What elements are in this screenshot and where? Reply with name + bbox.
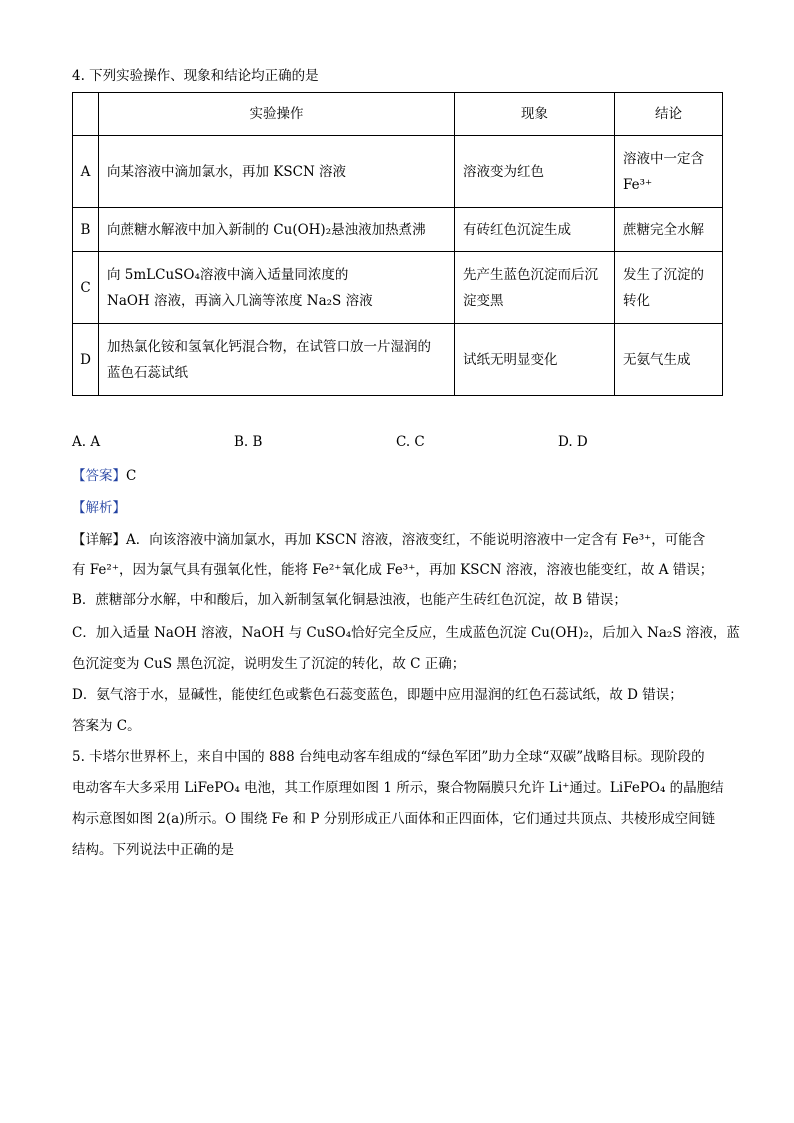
option-c: C. C — [396, 434, 425, 450]
row-operation-line: NaOH 溶液，再滴入几滴等浓度 Na₂S 溶液 — [107, 292, 373, 309]
explanation-line — [72, 530, 705, 550]
experiment-table — [72, 92, 723, 396]
row-phenomenon-line: 淀变黑 — [463, 292, 504, 309]
option-a: A. A — [72, 434, 101, 450]
table-header-row — [73, 93, 723, 136]
explanation-line: 有 Fe²⁺，因为氯气具有强氧化性，能将 Fe²⁺氧化成 Fe³⁺，再加 KSCN 溶液，溶液也能变红，故 A 错误； — [72, 562, 714, 578]
row-operation: 向某溶液中滴加氯水，再加 KSCN 溶液 — [99, 136, 455, 208]
explanation-text: A．向该溶液中滴加氯水，再加 KSCN 溶液，溶液变红，不能说明溶液中一定含有 Fe³⁺，可能含 — [126, 532, 706, 548]
row-conclusion: 蔗糖完全水解 — [615, 208, 723, 252]
answer-options — [72, 434, 722, 454]
table-header-operation: 实验操作 — [99, 93, 455, 136]
row-conclusion-line: Fe³⁺ — [623, 176, 653, 193]
row-label: A — [73, 136, 99, 208]
analysis-line — [72, 498, 126, 518]
table-header-phenomenon: 现象 — [455, 93, 615, 136]
table-row-d — [73, 324, 723, 396]
row-operation — [99, 252, 455, 324]
row-label: B — [73, 208, 99, 252]
row-label: C — [73, 252, 99, 324]
table-row-c — [73, 252, 723, 324]
row-phenomenon: 溶液变为红色 — [455, 136, 615, 208]
question-4-title: 4. 下列实验操作、现象和结论均正确的是 — [72, 68, 319, 84]
explanation-line: 答案为 C。 — [72, 718, 141, 734]
table-row-b — [73, 208, 723, 252]
row-phenomenon: 有砖红色沉淀生成 — [455, 208, 615, 252]
answer-value: C — [126, 468, 137, 484]
option-d: D. D — [558, 434, 588, 450]
question-5-line: 构示意图如图 2(a)所示。O 围绕 Fe 和 P 分别形成正八面体和正四面体，它们通过共顶点、共棱形成空间链 — [72, 811, 716, 827]
row-phenomenon — [455, 252, 615, 324]
question-5-line: 电动客车大多采用 LiFePO₄ 电池，其工作原理如图 1 所示，聚合物隔膜只允许 Li⁺通过。LiFePO₄ 的晶胞结 — [72, 780, 724, 796]
row-conclusion-line: 溶液中一定含 — [623, 150, 704, 167]
explanation-line: C．加入适量 NaOH 溶液，NaOH 与 CuSO₄恰好完全反应，生成蓝色沉淀 Cu(OH)₂，后加入 Na₂S 溶液，蓝 — [72, 625, 740, 641]
row-conclusion — [615, 136, 723, 208]
row-conclusion-line: 转化 — [623, 292, 650, 309]
row-conclusion: 无氨气生成 — [615, 324, 723, 396]
detail-tag: 【详解】 — [72, 532, 126, 548]
table-header-conclusion: 结论 — [615, 93, 723, 136]
row-operation-line: 加热氯化铵和氢氧化钙混合物，在试管口放一片湿润的 — [107, 338, 431, 355]
row-conclusion — [615, 252, 723, 324]
option-b: B. B — [234, 434, 263, 450]
table-row-a — [73, 136, 723, 208]
row-operation — [99, 324, 455, 396]
row-label: D — [73, 324, 99, 396]
answer-tag: 【答案】 — [72, 468, 126, 484]
explanation-line: B．蔗糖部分水解，中和酸后，加入新制氢氧化铜悬浊液，也能产生砖红色沉淀，故 B 错误； — [72, 592, 627, 608]
explanation-line: D．氨气溶于水，显碱性，能使红色或紫色石蕊变蓝色，即题中应用湿润的红色石蕊试纸，故 D 错误； — [72, 687, 683, 703]
row-operation-line: 蓝色石蕊试纸 — [107, 364, 188, 381]
analysis-tag: 【解析】 — [72, 500, 126, 516]
row-operation-line: 向 5mLCuSO₄溶液中滴入适量同浓度的 — [107, 266, 349, 283]
row-phenomenon: 试纸无明显变化 — [455, 324, 615, 396]
explanation-line: 色沉淀变为 CuS 黑色沉淀，说明发生了沉淀的转化，故 C 正确； — [72, 656, 466, 672]
question-5-line: 结构。下列说法中正确的是 — [72, 842, 234, 858]
table-header-blank — [73, 93, 99, 136]
row-phenomenon-line: 先产生蓝色沉淀而后沉 — [463, 266, 598, 283]
row-operation: 向蔗糖水解液中加入新制的 Cu(OH)₂悬浊液加热煮沸 — [99, 208, 455, 252]
answer-line — [72, 466, 136, 486]
row-conclusion-line: 发生了沉淀的 — [623, 266, 704, 283]
question-5-line: 5. 卡塔尔世界杯上，来自中国的 888 台纯电动客车组成的“绿色军团”助力全球“双碳”战略目标。现阶段的 — [72, 749, 705, 765]
